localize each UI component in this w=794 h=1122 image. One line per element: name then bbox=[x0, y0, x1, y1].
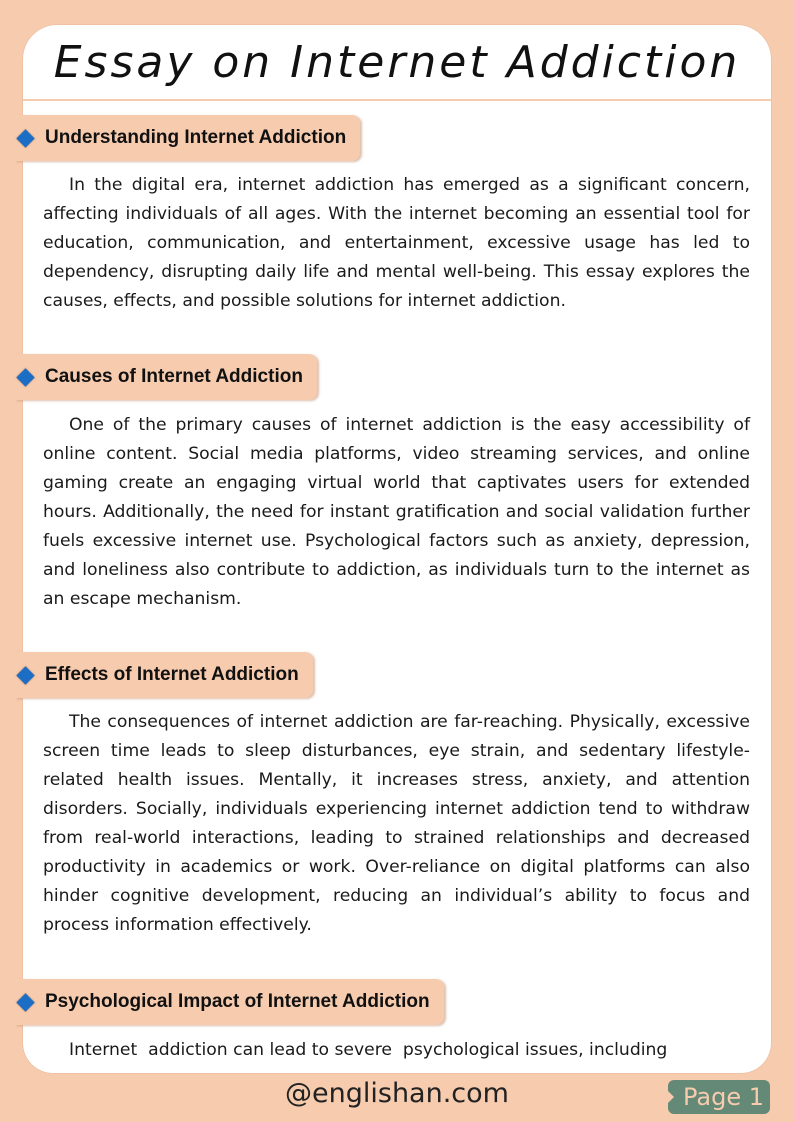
page-number-label: Page 1 bbox=[683, 1083, 764, 1111]
section-paragraph-effects: The consequences of internet addiction are far-reaching. Physically, excessive screen time leads to sleep disturbances, eye strain, and sedentary lifestyle-related health issues. Mentally, it increases stress, anxiety, and attention disorders. Socially, individuals experiencing internet addiction tend to withdraw from real-world interactions, leading to strained relationships and decreased productivity in academics or work. Over-reliance on digital platforms can also hinder cognitive development, reducing an individual’s ability to focus and process information effectively. bbox=[43, 712, 750, 935]
section-heading-label: Effects of Internet Addiction bbox=[45, 664, 299, 685]
section-heading-psychological bbox=[15, 979, 444, 1025]
arrow-notch-icon bbox=[667, 1090, 674, 1104]
footer-site-link[interactable]: @englishan.com bbox=[285, 1078, 509, 1109]
section-heading-effects bbox=[15, 652, 313, 698]
page-title: Essay on Internet Addiction bbox=[53, 37, 741, 88]
section-paragraph-psychological: Internet addiction can lead to severe psychological issues, including bbox=[69, 1040, 668, 1060]
title-divider bbox=[23, 99, 771, 101]
diamond-icon bbox=[16, 368, 34, 386]
section-heading-label: Causes of Internet Addiction bbox=[45, 366, 303, 387]
diamond-icon bbox=[16, 129, 34, 147]
diamond-icon bbox=[16, 993, 34, 1011]
diamond-icon bbox=[16, 666, 34, 684]
section-heading-causes bbox=[15, 354, 317, 400]
section-paragraph-causes: One of the primary causes of internet addiction is the easy accessibility of online content. Social media platforms, video streaming services, and online gaming create an engaging virtual world that captivates users for extended hours. Additionally, the need for instant gratification and social validation further fuels excessive internet use. Psychological factors such as anxiety, depression, and loneliness also contribute to addiction, as individuals turn to the internet as an escape mechanism. bbox=[43, 415, 750, 609]
section-heading-label: Psychological Impact of Internet Addiction bbox=[45, 991, 430, 1012]
section-heading-label: Understanding Internet Addiction bbox=[45, 127, 347, 148]
page-number-badge bbox=[668, 1080, 770, 1114]
section-heading-understanding bbox=[15, 115, 360, 161]
section-paragraph-understanding: In the digital era, internet addiction has emerged as a significant concern, affecting individuals of all ages. With the internet becoming an essential tool for education, communication, and entertainment, excessive usage has led to dependency, disrupting daily life and mental well-being. This essay explores the causes, effects, and possible solutions for internet addiction. bbox=[43, 175, 750, 311]
